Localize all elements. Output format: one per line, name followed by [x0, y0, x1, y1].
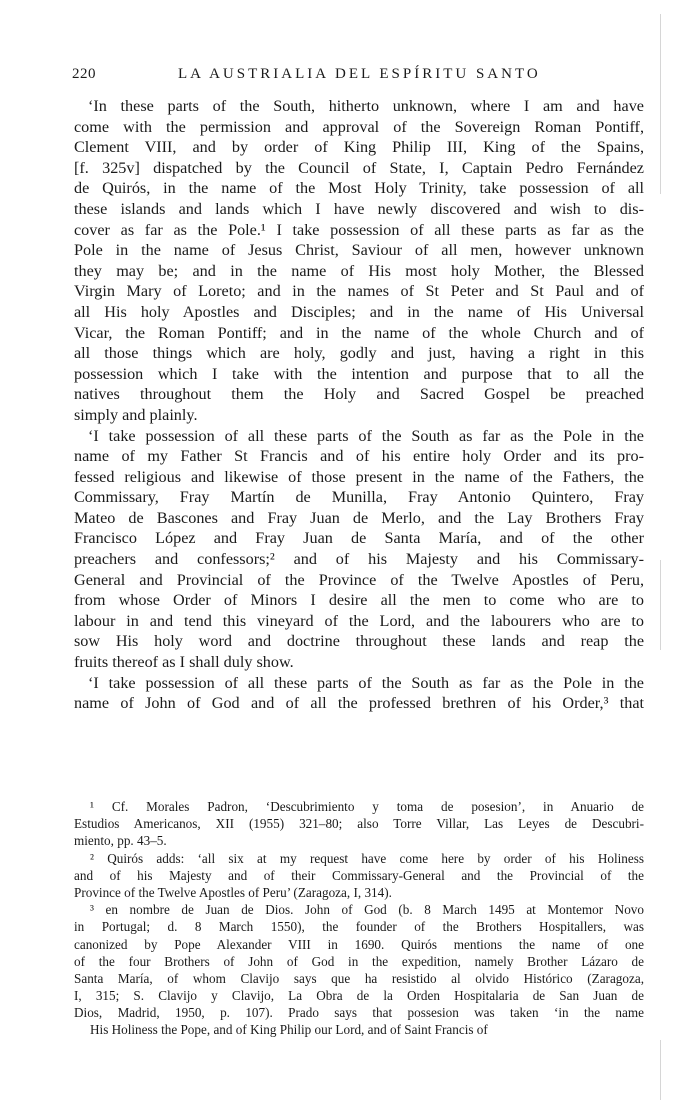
- text-line: preachers and confessors;² and of his Majesty and his Commissary-: [74, 550, 644, 569]
- text-line: natives throughout them the Holy and Sacred Gospel be preached: [74, 385, 644, 404]
- footnote-line: of the four Brothers of John of God in the expedition, namely Brother Lázaro de: [74, 953, 644, 969]
- text-line: these islands and lands which I have newly discovered and wish to dis-: [74, 199, 644, 218]
- text-line: labour in and tend this vineyard of the Lord, and the labourers who are to: [74, 611, 644, 630]
- footnote-line: Estudios Americanos, XII (1955) 321–80; also Torre Villar, Las Leyes de Descubri-: [74, 816, 644, 832]
- text-line: sow His holy word and doctrine throughout these lands and reap the: [74, 632, 644, 651]
- footnote-line: Santa María, of whom Clavijo says que ha resistido al olvido Histórico (Zaragoza,: [74, 970, 644, 986]
- footnote-line: Dios, Madrid, 1950, p. 107). Prado says that possesion was taken ‘in the name: [74, 1005, 644, 1021]
- text-line: Francisco López and Fray Juan de Santa María, and of the other: [74, 529, 644, 548]
- text-line: ‘I take possession of all these parts of the South as far as the Pole in the: [88, 673, 644, 692]
- text-line: de Quirós, in the name of the Most Holy Trinity, take possession of all: [74, 179, 644, 198]
- text-line: Virgin Mary of Loreto; and in the names of St Peter and St Paul and of: [74, 282, 644, 301]
- text-line: Mateo de Bascones and Fray Juan de Merlo, and the Lay Brothers Fray: [74, 508, 644, 527]
- footnotes: [74, 798, 644, 1039]
- text-line: name of John of God and of all the professed brethren of his Order,³ that: [74, 694, 644, 713]
- footnote-line: ² Quirós adds: ‘all six at my request have come here by order of his Holiness: [90, 850, 644, 866]
- text-line: cover as far as the Pole.¹ I take possession of all these parts as far as the: [74, 220, 644, 239]
- text-line: come with the permission and approval of the Sovereign Roman Pontiff,: [74, 117, 644, 136]
- scan-edge-mark: [660, 1040, 661, 1100]
- page-number: 220: [72, 66, 96, 82]
- text-line: General and Provincial of the Province of the Twelve Apostles of Peru,: [74, 570, 644, 589]
- text-line: Commissary, Fray Martín de Munilla, Fray Antonio Quintero, Fray: [74, 488, 644, 507]
- text-line: fessed religious and likewise of those present in the name of the Fathers, the: [74, 467, 644, 486]
- scan-edge-mark: [660, 560, 661, 650]
- text-line: from whose Order of Minors I desire all the men to come who are to: [74, 591, 644, 610]
- text-line: [f. 325v] dispatched by the Council of State, I, Captain Pedro Fernández: [74, 158, 644, 177]
- footnote-line: ¹ Cf. Morales Padron, ‘Descubrimiento y toma de posesion’, in Anuario de: [90, 799, 644, 814]
- text-line: all those things which are holy, godly and just, having a right in this: [74, 344, 644, 363]
- text-line: simply and plainly.: [74, 405, 198, 424]
- text-line: they may be; and in the name of His most holy Mother, the Blessed: [74, 261, 644, 280]
- footnote-line: I, 315; S. Clavijo y Clavijo, La Obra de la Orden Hospitalaria de San Juan de: [74, 988, 644, 1004]
- footnote-line: and of his Majesty and of their Commissary-General and the Provincial of the: [74, 867, 644, 883]
- main-text: [74, 96, 644, 714]
- running-head: [72, 66, 642, 86]
- text-line: ‘In these parts of the South, hitherto unknown, where I am and have: [88, 97, 644, 115]
- text-line: ‘I take possession of all these parts of the South as far as the Pole in the: [88, 426, 644, 445]
- footnote-line: in Portugal; d. 8 March 1550), the founder of the Brothers Hospitallers, was: [74, 919, 644, 935]
- text-line: Pole in the name of Jesus Christ, Saviour of all men, however unknown: [74, 241, 644, 260]
- text-line: Vicar, the Roman Pontiff; and in the name of the whole Church and of: [74, 323, 644, 342]
- text-line: Clement VIII, and by order of King Philip III, King of the Spains,: [74, 138, 644, 157]
- running-title: LA AUSTRIALIA DEL ESPÍRITU SANTO: [178, 66, 541, 82]
- text-line: possession which I take with the intention and purpose that to all the: [74, 364, 644, 383]
- text-line: name of my Father St Francis and of his entire holy Order and its pro-: [74, 447, 644, 466]
- footnote-line: Province of the Twelve Apostles of Peru’ (Zaragoza, I, 314).: [74, 884, 392, 900]
- text-line: fruits thereof as I shall duly show.: [74, 653, 294, 672]
- footnote-line: ³ en nombre de Juan de Dios. John of God (b. 8 March 1495 at Montemor Novo: [90, 902, 644, 918]
- footnote-line: miento, pp. 43–5.: [74, 833, 167, 849]
- footnote-line: His Holiness the Pope, and of King Philip our Lord, and of Saint Francis of: [90, 1022, 488, 1038]
- footnote-line: canonized by Pope Alexander VIII in 1690. Quirós mentions the name of one: [74, 936, 644, 952]
- scan-edge-mark: [660, 14, 661, 194]
- text-line: all His holy Apostles and Disciples; and in the name of His Universal: [74, 302, 644, 321]
